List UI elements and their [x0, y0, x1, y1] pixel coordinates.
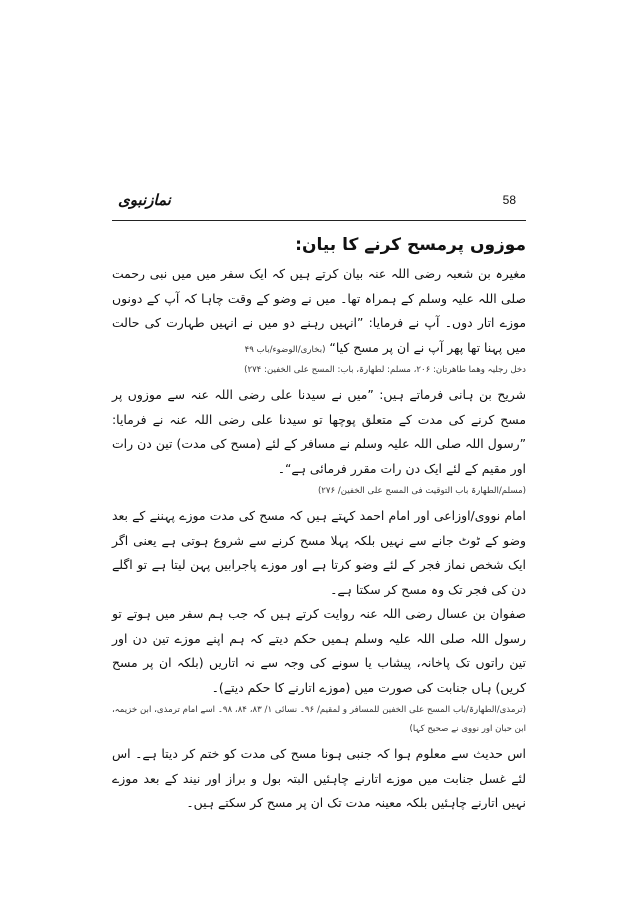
page-number: 58 [502, 193, 516, 207]
reference-muslim: (مسلم/الطھارۃ باب التوقیت فی المسح علی الخفین/ ۲۷۶) [317, 486, 526, 496]
hadith-safwan: صفوان بن عسال رضی اللہ عنہ روایت کرتے ہیں کہ جب ہم سفر میں ہوتے تو رسول اللہ صلی اللہ علیہ وسلم ہمیں حکم دیتے کہ ہم اپنے موزے تین دن اور تین راتوں تک پاخانہ، پیشاب یا سونے کی وجہ سے نہ اتاریں (بلکہ ان پر مسح کریں) ہاں جنابت کی صورت میں (موزے اتارنے کا حکم دیتے)۔ [112, 606, 526, 695]
page-body [112, 228, 526, 816]
running-title: نمازنبوی [118, 191, 171, 209]
reference-tirmidhi-nasai: (ترمذی/الطھارۃ/باب المسح علی الخفین للمسافر و لمقیم/ ۹۶۔ نسائی ۱/ ۸۳، ۸۴، ۹۸۔ اسے امام ترمذی، ابن خزیمہ، ابن حبان اور نووی نے صحیح کہا) [112, 705, 526, 734]
hadith-shuraih: شریح بن ہانی فرماتے ہیں: ”میں نے سیدنا علی رضی اللہ عنہ سے موزوں پر مسح کرنے کی مدت کے متعلق پوچھا تو سیدنا علی رضی اللہ عنہ نے فرمایا: ”رسول اللہ صلی اللہ علیہ وسلم نے مسافر کے لئے (مسح کی مدت) تین دن رات اور مقیم کے لئے ایک دن رات مقرر فرمائی ہے“۔ [112, 387, 526, 476]
paragraph-text: مغیرہ بن شعبہ رضی اللہ عنہ بیان کرتے ہیں کہ ایک سفر میں میں نبی رحمت صلی اللہ علیہ وسلم کے ہمراہ تھا۔ میں نے وضو کے وقت چاہا کہ آپ کے دونوں موزے اتار دوں۔ آپ نے فرمایا: ”انہیں رہنے دو میں نے انہیں طہارت کی حالت میں پہنا تھا پھر آپ نے ان پر مسح کیا“ [112, 266, 526, 355]
hadith-mughirah [112, 262, 526, 360]
section-heading: موزوں پرمسح کرنے کا بیان: [295, 235, 526, 255]
header-divider [112, 220, 526, 221]
scholars-opinion: امام نووی/اوزاعی اور امام احمد کہتے ہیں کہ مسح کی مدت موزے پہننے کے بعد وضو کے ٹوٹ جانے سے نہیں بلکہ پہلا مسح کرنے سے شروع ہوتی ہے یعنی اگر ایک شخص نماز فجر کے لئے وضو کرتا ہے اور موزے پاجرابیں پہن لیتا ہے تو اگلے دن کی فجر تک وہ مسح کر سکتا ہے۔ [112, 508, 526, 597]
conclusion-paragraph: اس حدیث سے معلوم ہوا کہ جنبی ہونا مسح کی مدت کو ختم کر دیتا ہے۔ اس لئے غسل جنابت میں موزے اتارنے چاہئیں البتہ بول و براز اور نیند کے بعد موزے نہیں اتارنے چاہئیں بلکہ معینہ مدت تک ان پر مسح کر سکتے ہیں۔ [112, 746, 526, 810]
page-header [118, 191, 520, 219]
inline-reference: (بخاری/الوضوء/باب ۴۹ [244, 344, 326, 355]
reference-bukhari-muslim: دخل رجلیہ وھما طاھرتان: ۲۰۶، مسلم: لطھارۃ، باب: المسح علی الخفین: ۲۷۴) [244, 365, 526, 375]
